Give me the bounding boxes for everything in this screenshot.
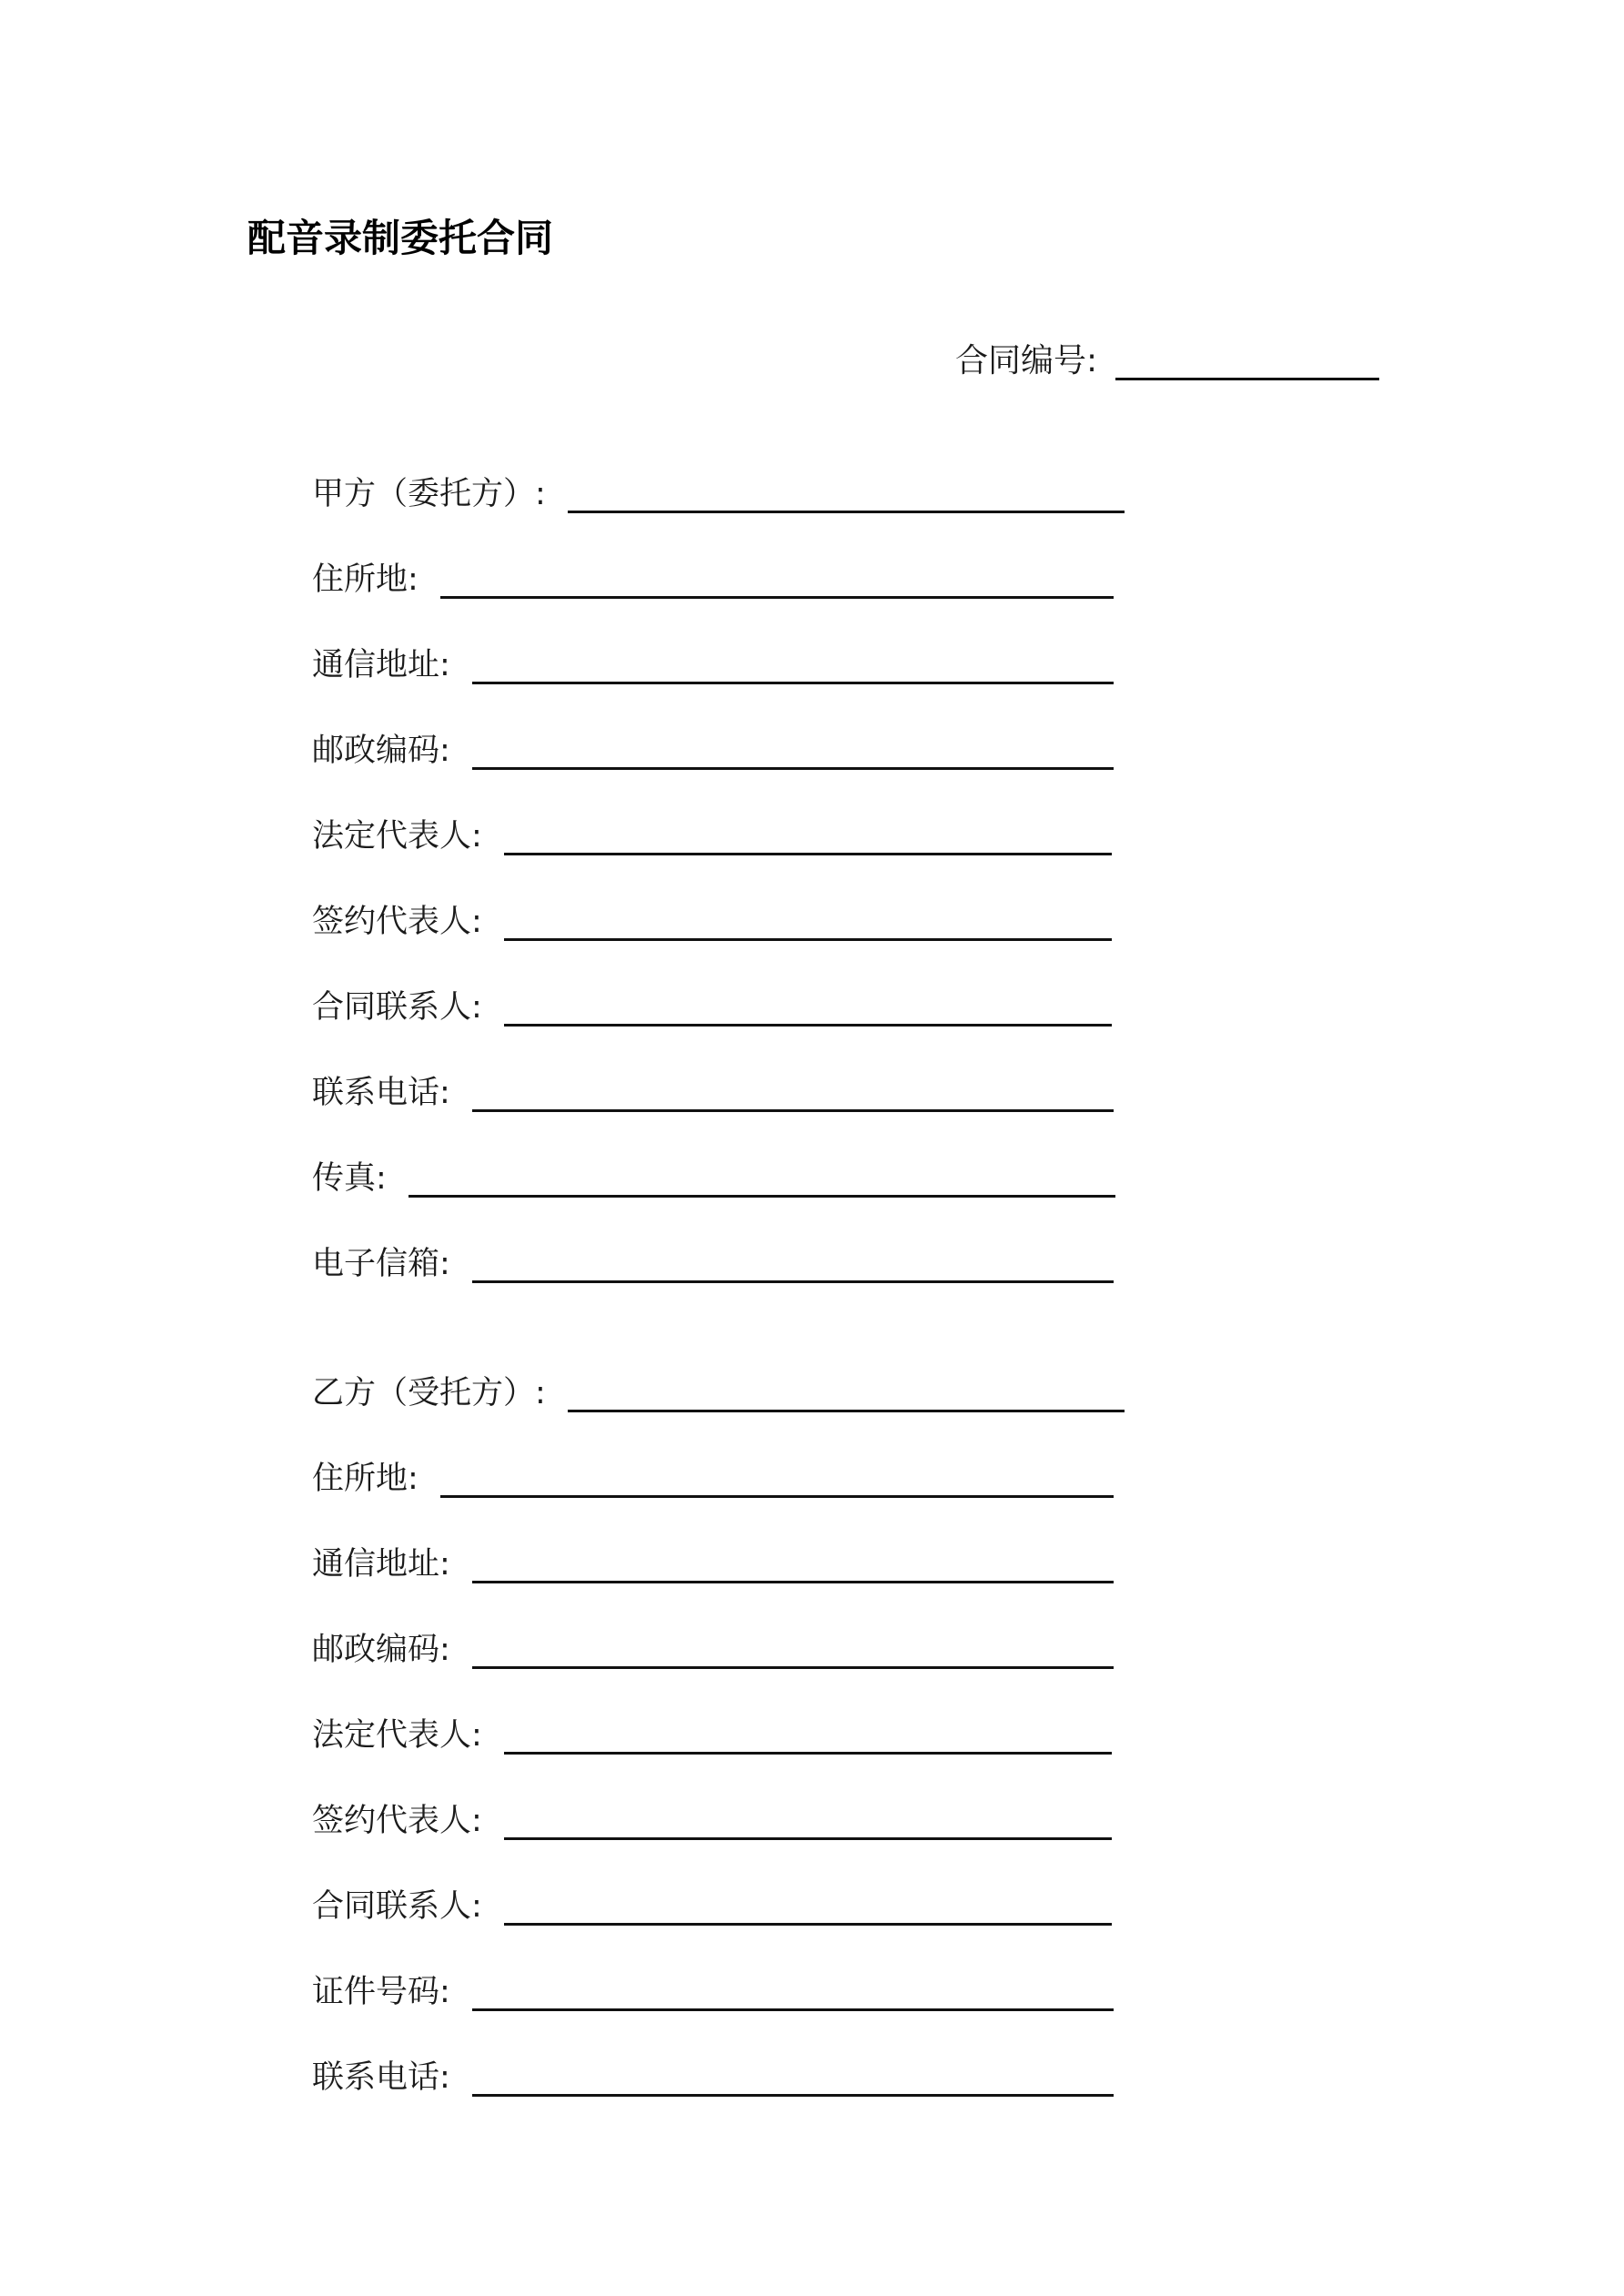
party-a-legal-rep-label: 法定代表人: [312,818,482,855]
party-a-name-row [312,462,1125,517]
contract-number-label: 合同编号: [955,342,1098,379]
party-b-signing-rep-blank[interactable] [504,1837,1112,1840]
party-a-domicile-blank[interactable] [440,596,1114,599]
party-b-legal-rep-row [312,1704,1112,1758]
party-b-legal-rep-blank[interactable] [504,1752,1112,1755]
party-b-domicile-label: 住所地: [312,1461,419,1497]
party-b-id-number-label: 证件号码: [312,1974,450,2010]
party-b-address-row [312,1532,1114,1587]
party-a-fax-label: 传真: [312,1160,387,1197]
party-a-contact-row [312,976,1112,1030]
party-b-domicile-row [312,1447,1114,1502]
party-b-phone-row [312,2046,1114,2100]
party-b-name-row [312,1361,1125,1416]
party-a-name-label: 甲方（委托方）: [312,476,546,512]
party-b-signing-rep-label: 签约代表人: [312,1803,482,1839]
contract-number-blank[interactable] [1115,378,1379,380]
party-b-contact-label: 合同联系人: [312,1888,482,1925]
party-a-phone-label: 联系电话: [312,1075,450,1111]
party-a-fax-row [312,1147,1115,1201]
party-b-id-number-blank[interactable] [472,2008,1114,2011]
party-a-address-row [312,633,1114,688]
party-a-signing-rep-blank[interactable] [504,938,1112,941]
party-a-legal-rep-row [312,804,1112,859]
party-b-legal-rep-label: 法定代表人: [312,1717,482,1754]
party-a-signing-rep-row [312,890,1112,945]
party-a-postcode-row [312,719,1114,774]
party-b-domicile-blank[interactable] [440,1495,1114,1498]
party-a-postcode-label: 邮政编码: [312,733,450,769]
party-b-contact-row [312,1875,1112,1929]
party-a-contact-blank[interactable] [504,1024,1112,1027]
document-title: 配音录制委托合同 [247,216,554,260]
party-a-email-label: 电子信箱: [312,1246,450,1282]
party-a-email-row [312,1232,1114,1287]
party-b-phone-blank[interactable] [472,2094,1114,2097]
party-b-postcode-blank[interactable] [472,1666,1114,1669]
party-b-phone-label: 联系电话: [312,2059,450,2096]
party-a-phone-row [312,1061,1114,1116]
party-b-signing-rep-row [312,1789,1112,1844]
party-a-address-blank[interactable] [472,682,1114,684]
party-b-contact-blank[interactable] [504,1923,1112,1926]
party-a-contact-label: 合同联系人: [312,989,482,1026]
party-a-postcode-blank[interactable] [472,767,1114,770]
party-a-signing-rep-label: 签约代表人: [312,904,482,940]
contract-number-row [955,339,1379,384]
party-a-domicile-label: 住所地: [312,561,419,598]
party-a-fax-blank[interactable] [409,1195,1115,1198]
party-a-phone-blank[interactable] [472,1109,1114,1112]
party-a-domicile-row [312,548,1114,602]
party-a-legal-rep-blank[interactable] [504,853,1112,855]
party-b-address-blank[interactable] [472,1581,1114,1583]
party-b-name-blank[interactable] [568,1410,1125,1412]
party-b-postcode-label: 邮政编码: [312,1632,450,1668]
party-b-address-label: 通信地址: [312,1546,450,1583]
party-b-postcode-row [312,1618,1114,1673]
party-b-name-label: 乙方（受托方）: [312,1375,546,1411]
party-a-address-label: 通信地址: [312,647,450,683]
party-a-email-blank[interactable] [472,1280,1114,1283]
party-a-name-blank[interactable] [568,511,1125,513]
party-b-id-number-row [312,1960,1114,2015]
